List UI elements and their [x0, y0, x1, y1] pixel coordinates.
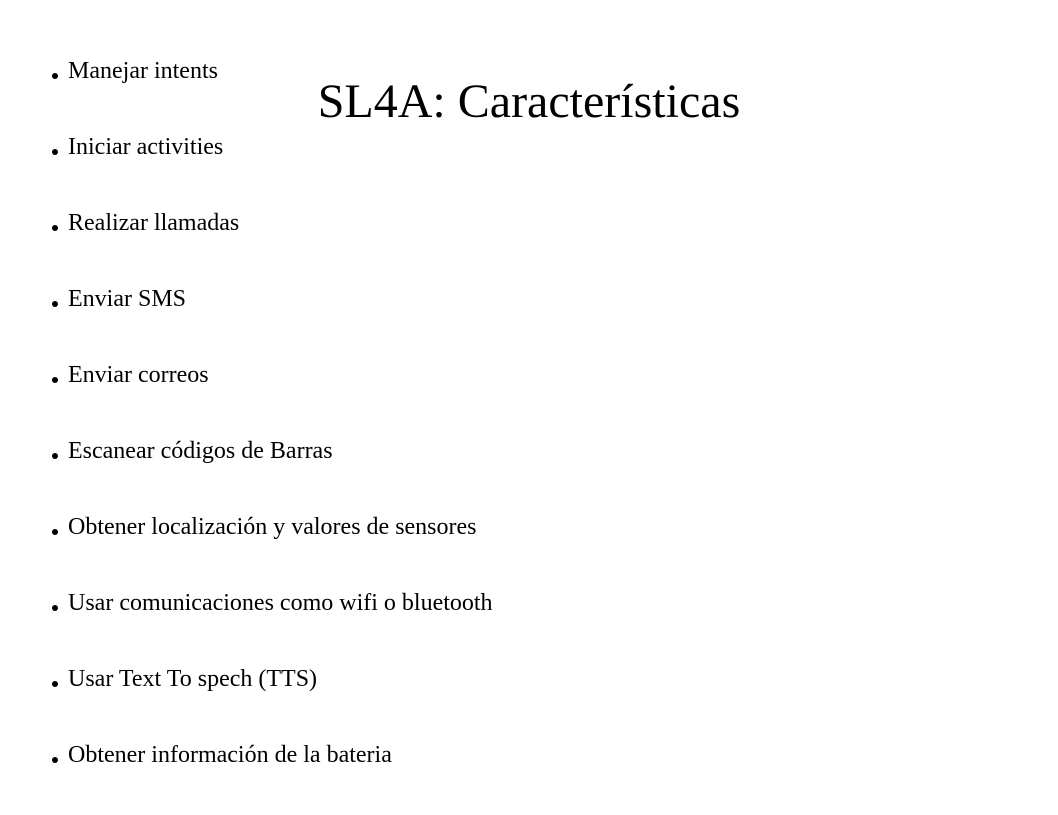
bullet-text: Enviar correos	[68, 362, 209, 388]
slide-title: SL4A: Características	[317, 75, 741, 128]
list-item	[52, 283, 493, 359]
bullet-dot-icon	[52, 681, 58, 687]
bullet-list	[52, 55, 493, 815]
bullet-text: Manejar intents	[68, 58, 218, 84]
bullet-dot-icon	[52, 225, 58, 231]
bullet-dot-icon	[52, 529, 58, 535]
bullet-text: Obtener información de la bateria	[68, 742, 392, 768]
list-item	[52, 663, 493, 739]
bullet-text: Iniciar activities	[68, 134, 224, 160]
list-item	[52, 131, 493, 207]
bullet-text: Realizar llamadas	[68, 210, 240, 236]
bullet-dot-icon	[52, 301, 58, 307]
list-item	[52, 587, 493, 663]
bullet-text: Usar Text To spech (TTS)	[68, 666, 318, 692]
list-item	[52, 511, 493, 587]
bullet-dot-icon	[52, 377, 58, 383]
list-item	[52, 739, 493, 815]
bullet-dot-icon	[52, 757, 58, 763]
list-item	[52, 359, 493, 435]
bullet-text: Usar comunicaciones como wifi o bluetooth	[68, 590, 493, 616]
bullet-text: Obtener localización y valores de sensores	[68, 514, 477, 540]
list-item	[52, 435, 493, 511]
bullet-dot-icon	[52, 149, 58, 155]
bullet-text: Escanear códigos de Barras	[68, 438, 333, 464]
bullet-dot-icon	[52, 605, 58, 611]
bullet-dot-icon	[52, 453, 58, 459]
list-item	[52, 207, 493, 283]
bullet-text: Enviar SMS	[68, 286, 187, 312]
